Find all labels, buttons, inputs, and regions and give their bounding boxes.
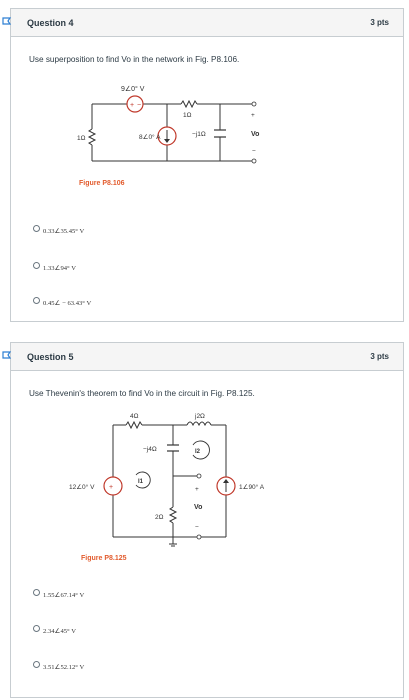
question-points: 3 pts (370, 18, 389, 27)
question-points: 3 pts (370, 352, 389, 361)
question-text: Use Thevenin's theorem to find Vo in the circuit in Fig. P8.125. (29, 389, 255, 398)
svg-text:+: + (130, 102, 135, 109)
radio-button[interactable] (33, 262, 40, 269)
source-v-label: 12∠0° V (69, 484, 95, 491)
capacitor-label: −j1Ω (192, 131, 206, 138)
answer-option[interactable] (33, 627, 76, 635)
mesh-i1-label: I1 (138, 479, 144, 485)
source-i-label: 8∠0° A (139, 134, 161, 141)
answer-text: 1.33∠94° V (43, 265, 76, 272)
r-bottom-label: 2Ω (155, 514, 164, 521)
answer-text: 1.55∠67.14° V (43, 592, 85, 599)
question-5-card (10, 342, 404, 698)
r-top-label: 1Ω (183, 112, 192, 119)
plus-sign: + (251, 112, 255, 119)
answer-option[interactable] (33, 227, 84, 235)
answer-text: 0.33∠35.45° V (43, 228, 85, 235)
source-v-label: 9∠0° V (121, 86, 145, 93)
radio-button[interactable] (33, 625, 40, 632)
minus-sign: − (252, 148, 256, 155)
circuit-diagram (55, 77, 275, 173)
circuit-figure (55, 77, 275, 187)
mesh-i2-label: I2 (195, 449, 201, 455)
figure-caption: Figure P8.125 (81, 555, 127, 562)
answer-option[interactable] (33, 591, 84, 599)
answer-text: 2.34∠45° V (43, 628, 76, 635)
r-top-label: 4Ω (130, 413, 139, 420)
answer-option[interactable] (33, 264, 76, 272)
l-top-label: j2Ω (195, 413, 205, 420)
radio-button[interactable] (33, 297, 40, 304)
vo-label: Vo (251, 131, 260, 138)
answer-option[interactable] (33, 663, 84, 671)
flag-question-icon[interactable] (2, 17, 12, 29)
vo-label: Vo (194, 504, 203, 511)
question-title: Question 5 (27, 351, 74, 362)
question-header (11, 343, 403, 371)
svg-text:−: − (137, 102, 142, 109)
plus-sign: + (195, 486, 199, 493)
question-header (11, 9, 403, 37)
svg-text:+: + (109, 484, 114, 491)
figure-caption: Figure P8.106 (79, 180, 125, 187)
r-left-label: 1Ω (77, 135, 86, 142)
radio-button[interactable] (33, 589, 40, 596)
circuit-figure (61, 409, 301, 562)
question-text: Use superposition to find Vo in the network in Fig. P8.106. (29, 55, 240, 64)
radio-button[interactable] (33, 661, 40, 668)
question-4-card (10, 8, 404, 322)
answer-option[interactable] (33, 299, 91, 307)
capacitor-label: −j4Ω (143, 446, 157, 453)
answer-text: 3.51∠52.12° V (43, 664, 85, 671)
question-title: Question 4 (27, 17, 74, 28)
radio-button[interactable] (33, 225, 40, 232)
circuit-diagram (61, 409, 301, 549)
source-i-label: 1∠90° A (239, 484, 265, 491)
flag-question-icon[interactable] (2, 351, 12, 363)
answer-text: 0.45∠ − 63.43° V (43, 300, 92, 307)
minus-sign: − (195, 524, 199, 531)
